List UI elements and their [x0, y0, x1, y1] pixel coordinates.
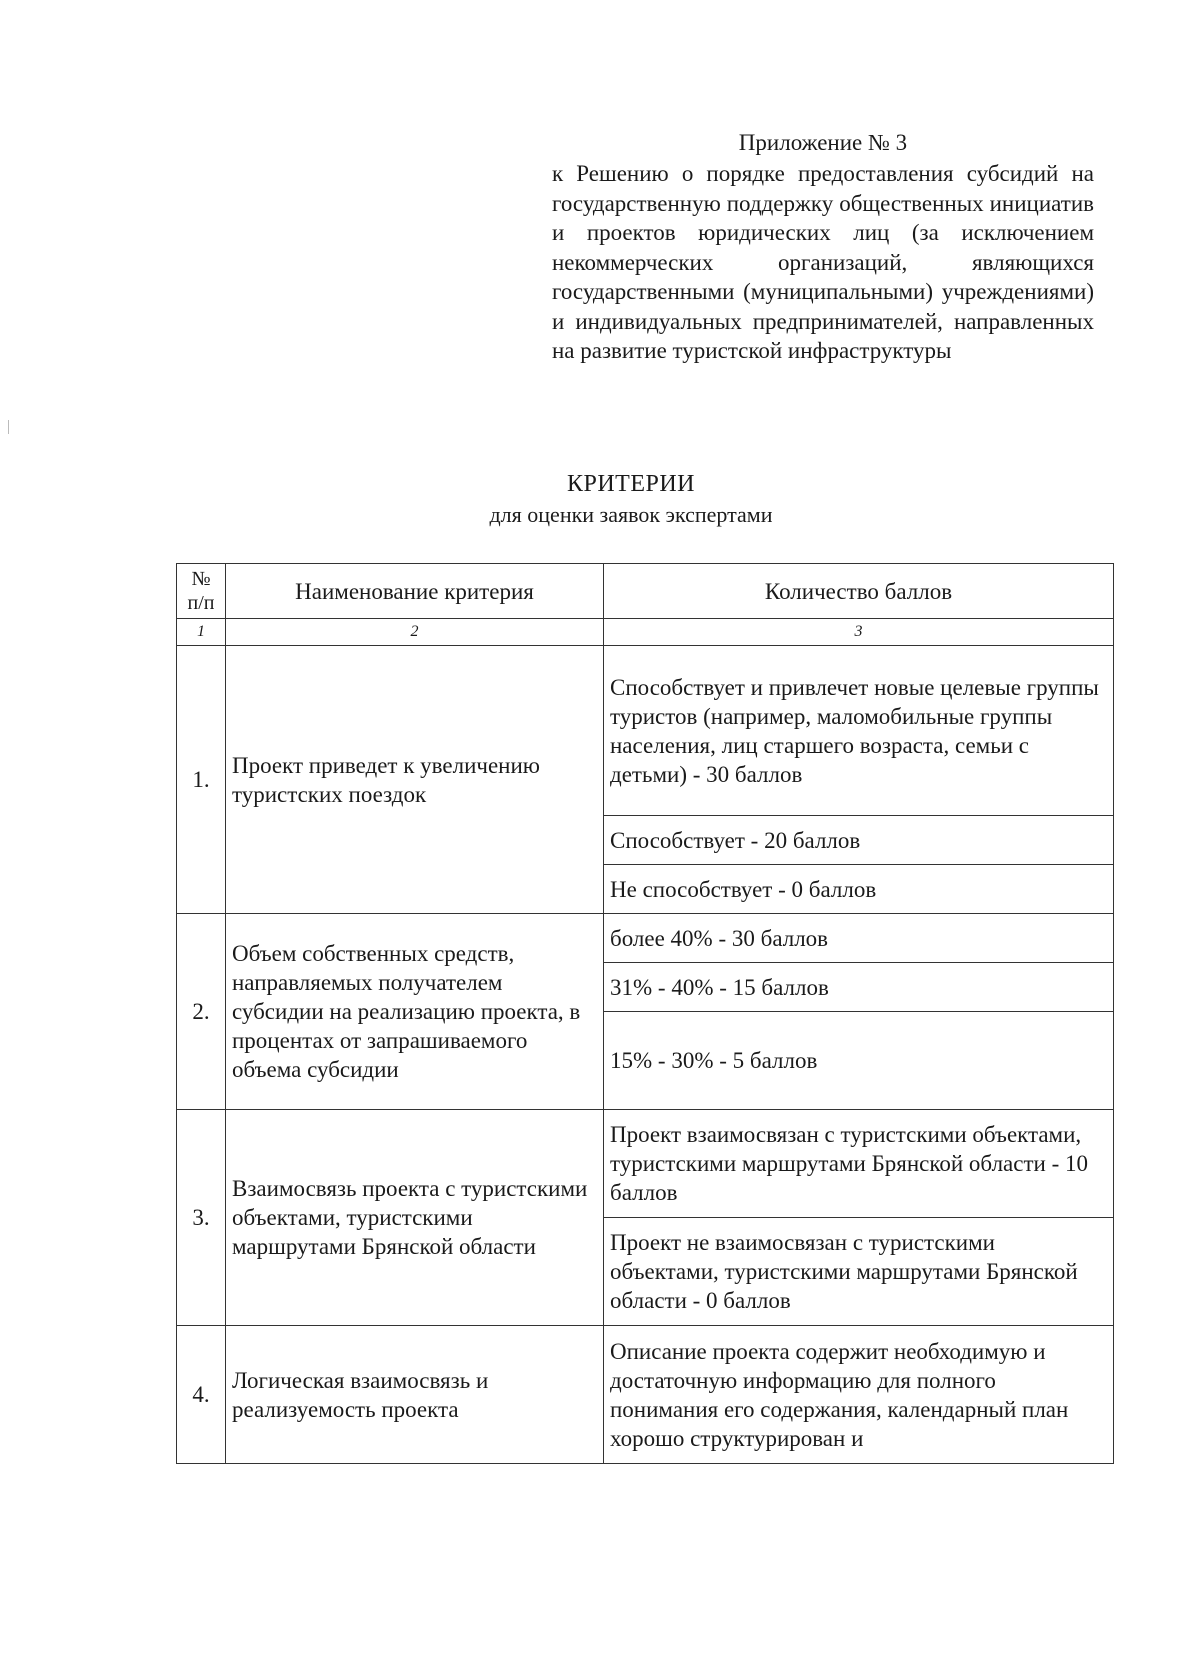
criteria-subtitle: для оценки заявок экспертами	[489, 502, 773, 527]
header-name: Наименование критерия	[226, 564, 604, 619]
score-option: Проект взаимосвязан с туристскими объектами, туристскими маршрутами Брянской области - 10 баллов	[604, 1110, 1114, 1218]
table-row	[177, 1110, 1114, 1218]
criteria-title: КРИТЕРИИ	[566, 471, 696, 497]
header-num: № п/п	[177, 564, 226, 619]
criterion-name: Проект приведет к увеличению туристских поездок	[226, 646, 604, 914]
criterion-name: Объем собственных средств, направляемых получателем субсидии на реализацию проекта, в процентах от запрашиваемого объема субсидии	[226, 914, 604, 1110]
row-index: 2.	[177, 914, 226, 1110]
score-option: Способствует - 20 баллов	[604, 816, 1114, 865]
row-index: 3.	[177, 1110, 226, 1326]
criterion-name: Логическая взаимосвязь и реализуемость проекта	[226, 1326, 604, 1464]
table-row	[177, 646, 1114, 816]
score-option: Проект не взаимосвязан с туристскими объектами, туристскими маршрутами Брянской области - 0 баллов	[604, 1218, 1114, 1326]
header-score: Количество баллов	[604, 564, 1114, 619]
score-option: 31% - 40% - 15 баллов	[604, 963, 1114, 1012]
table-row	[177, 1326, 1114, 1464]
column-number: 3	[604, 619, 1114, 646]
appendix-body: к Решению о порядке предоставления субсидий на государственную поддержку общественных инициатив и проектов юридических лиц (за исключением некоммерческих организаций, являющихся государственными (муниципальными) учреждениями) и индивидуальных предпринимателей, направленных на развитие туристской инфраструктуры	[552, 161, 1094, 363]
score-option: Способствует и привлечет новые целевые группы туристов (например, маломобильные группы населения, лиц старшего возраста, семьи с детьми) - 30 баллов	[604, 646, 1114, 816]
row-index: 4.	[177, 1326, 226, 1464]
table-header-row	[177, 564, 1114, 619]
column-number-row	[177, 619, 1114, 646]
table-row	[177, 914, 1114, 963]
row-index: 1.	[177, 646, 226, 914]
appendix-block	[552, 128, 1094, 366]
criteria-heading	[0, 468, 1200, 530]
appendix-title: Приложение № 3	[738, 130, 908, 155]
column-number: 1	[177, 619, 226, 646]
score-option: Описание проекта содержит необходимую и достаточную информацию для полного понимания его содержания, календарный план хорошо структурирован и	[604, 1326, 1114, 1464]
criterion-name: Взаимосвязь проекта с туристскими объектами, туристскими маршрутами Брянской области	[226, 1110, 604, 1326]
score-option: более 40% - 30 баллов	[604, 914, 1114, 963]
column-number: 2	[226, 619, 604, 646]
score-option: 15% - 30% - 5 баллов	[604, 1012, 1114, 1110]
scan-artifact	[8, 420, 9, 434]
score-option: Не способствует - 0 баллов	[604, 865, 1114, 914]
criteria-table	[176, 563, 1114, 1464]
